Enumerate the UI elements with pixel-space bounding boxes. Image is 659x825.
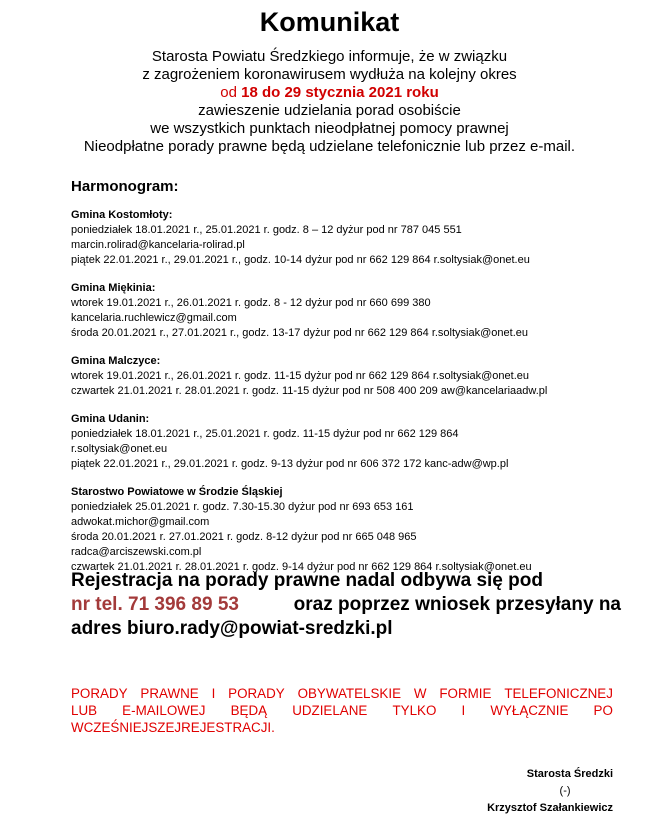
schedule-line: poniedziałek 18.01.2021 r., 25.01.2021 r. godz. 8 – 12 dyżur pod nr 787 045 551	[71, 224, 462, 236]
schedule-line: poniedziałek 25.01.2021 r. godz. 7.30-15.30 dyżur pod nr 693 653 161	[71, 501, 414, 513]
schedule-list	[71, 208, 631, 588]
registration-line-1	[71, 569, 621, 593]
notice-word: OBYWATELSKIE	[297, 686, 402, 701]
schedule-line: piątek 22.01.2021 r., 29.01.2021 r. godz. 9-13 dyżur pod nr 606 372 172 kanc-adw@wp.pl	[71, 458, 509, 470]
schedule-group-title: Starostwo Powiatowe w Środzie Śląskiej	[71, 486, 283, 498]
intro-line-5: we wszystkich punktach nieodpłatnej pomocy prawnej	[150, 120, 509, 137]
schedule-line: marcin.rolirad@kancelaria-rolirad.pl	[71, 239, 245, 251]
signature-role: Starosta Średzki	[526, 768, 613, 780]
notice-word: FORMIE	[439, 686, 492, 701]
schedule-group-title: Gmina Miękinia:	[71, 282, 156, 294]
schedule-line: piątek 22.01.2021 r., 29.01.2021 r., godz. 10-14 dyżur pod nr 662 129 864 r.soltysiak@onet.eu	[71, 254, 530, 266]
notice-word: PORADY	[71, 686, 128, 701]
schedule-heading: Harmonogram:	[71, 178, 179, 195]
schedule-group-title: Gmina Kostomłoty:	[71, 209, 173, 221]
notice-word: W	[413, 686, 427, 701]
notice-word: TELEFONICZNEJ	[504, 686, 613, 701]
registration-text: Rejestracja na porady prawne nadal odbywa się pod	[71, 570, 543, 591]
schedule-line: czwartek 21.01.2021 r. 28.01.2021 r. godz. 11-15 dyżur pod nr 508 400 209 aw@kancelariaadw.pl	[71, 385, 548, 397]
registration-phone: nr tel. 71 396 89 53	[71, 594, 239, 615]
intro-line-4: zawieszenie udzielania porad osobiście	[198, 102, 461, 119]
schedule-line: adwokat.michor@gmail.com	[71, 516, 210, 528]
notice-word: PORADY	[228, 686, 285, 701]
notice-word: I	[211, 686, 216, 701]
notice-line-3	[71, 719, 613, 736]
schedule-line: poniedziałek 18.01.2021 r., 25.01.2021 r. godz. 11-15 dyżur pod nr 662 129 864	[71, 428, 459, 440]
notice-word: I	[461, 703, 466, 718]
notice-paragraph	[71, 685, 613, 736]
schedule-line: wtorek 19.01.2021 r., 26.01.2021 r. godz. 8 - 12 dyżur pod nr 660 699 380	[71, 297, 431, 309]
intro-line-3	[0, 84, 659, 102]
schedule-group-starostwo	[71, 485, 631, 575]
notice-word: E-MAILOWEJ	[122, 703, 206, 718]
signature-name: Krzysztof Szałankiewicz	[487, 802, 613, 814]
intro-date-range: 18 do 29 stycznia 2021 roku	[241, 84, 439, 101]
schedule-line: czwartek 21.01.2021 r. 28.01.2021 r. godz. 9-14 dyżur pod nr 662 129 864 r.soltysiak@onet.eu	[71, 561, 532, 573]
schedule-group-title: Gmina Udanin:	[71, 413, 150, 425]
schedule-group-udanin	[71, 412, 631, 472]
schedule-group-malczyce	[71, 354, 631, 399]
schedule-line: kancelaria.ruchlewicz@gmail.com	[71, 312, 237, 324]
registration-line-3	[71, 617, 621, 641]
schedule-group-title: Gmina Malczyce:	[71, 355, 161, 367]
notice-word: PRAWNE	[140, 686, 199, 701]
registration-text: oraz poprzez wniosek przesyłany na	[293, 594, 621, 615]
schedule-group-miekinia	[71, 281, 631, 341]
intro-line-6: Nieodpłatne porady prawne będą udzielane telefonicznie lub przez e-mail.	[83, 138, 576, 155]
registration-line-2	[71, 593, 621, 617]
intro-paragraph	[0, 48, 659, 156]
notice-word: BĘDĄ	[230, 703, 268, 718]
schedule-line: wtorek 19.01.2021 r., 26.01.2021 r. godz. 11-15 dyżur pod nr 662 129 864 r.soltysiak@onet.eu	[71, 370, 529, 382]
intro-line-1: Starosta Powiatu Średzkiego informuje, że w związku	[151, 48, 508, 65]
notice-line-2	[71, 702, 613, 719]
notice-word: UDZIELANE	[292, 703, 368, 718]
signature-block	[487, 766, 613, 817]
notice-word: TYLKO	[392, 703, 437, 718]
notice-word: REJESTRACJI.	[181, 720, 275, 735]
registration-info	[71, 569, 621, 641]
notice-word: WYŁĄCZNIE	[490, 703, 569, 718]
schedule-line: środa 20.01.2021 r., 27.01.2021 r., godz. 13-17 dyżur pod nr 662 129 864 r.soltysiak@onet.eu	[71, 327, 528, 339]
registration-email: adres biuro.rady@powiat-sredzki.pl	[71, 618, 393, 639]
page-title: Komunikat	[259, 7, 400, 37]
schedule-line: radca@arciszewski.com.pl	[71, 546, 202, 558]
notice-word: WCZEŚNIEJSZEJ	[71, 720, 182, 735]
notice-word: LUB	[71, 703, 98, 718]
schedule-line: r.soltysiak@onet.eu	[71, 443, 168, 455]
notice-line-1	[71, 685, 613, 702]
signature-mark: (-)	[559, 785, 571, 797]
intro-line-2: z zagrożeniem koronawirusem wydłuża na kolejny okres	[142, 66, 517, 83]
schedule-line: środa 20.01.2021 r. 27.01.2021 r. godz. 8-12 dyżur pod nr 665 048 965	[71, 531, 417, 543]
notice-word: PO	[593, 703, 613, 718]
intro-date-prefix: od	[220, 84, 242, 101]
schedule-group-kostomloty	[71, 208, 631, 268]
